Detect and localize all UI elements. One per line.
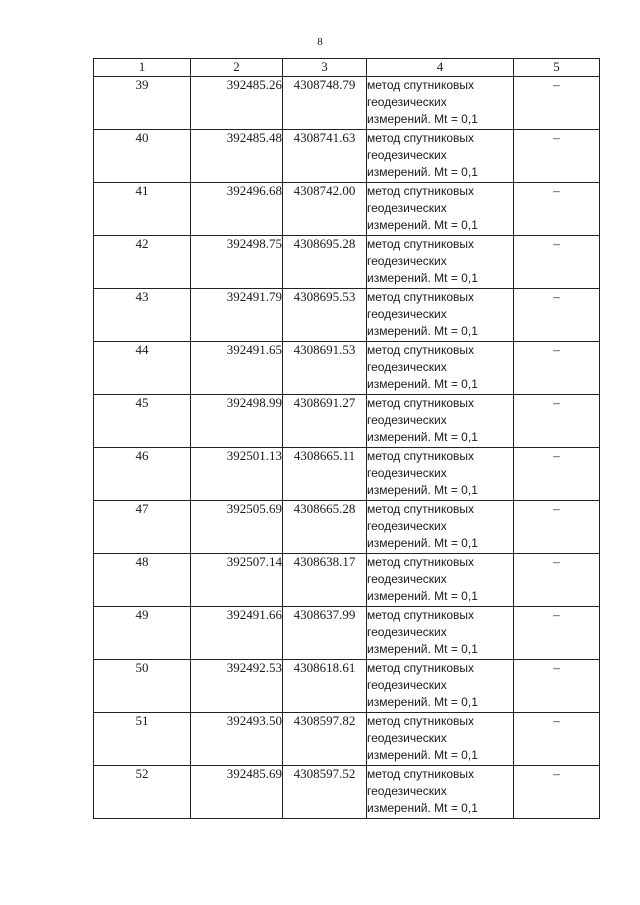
- method-line-2: геодезических: [367, 678, 447, 692]
- point-number: 51: [94, 713, 191, 766]
- coordinate-x: 392507.14: [191, 554, 283, 607]
- coordinate-y: 4308695.53: [283, 289, 367, 342]
- method-line-3: измерений. Mt = 0,1: [367, 271, 478, 285]
- header-col-1: 1: [94, 59, 191, 77]
- method-line-2: геодезических: [367, 572, 447, 586]
- method-line-2: геодезических: [367, 519, 447, 533]
- method-line-2: геодезических: [367, 466, 447, 480]
- table-row: [94, 289, 600, 342]
- point-number: 39: [94, 77, 191, 130]
- method-line-2: геодезических: [367, 360, 447, 374]
- coordinate-x: 392505.69: [191, 501, 283, 554]
- header-col-5: 5: [514, 59, 600, 77]
- page-number: 8: [317, 36, 323, 48]
- method-line-3: измерений. Mt = 0,1: [367, 165, 478, 179]
- method-line-1: метод спутниковых: [367, 131, 475, 145]
- note-cell: –: [514, 501, 600, 554]
- note-cell: –: [514, 289, 600, 342]
- method-line-1: метод спутниковых: [367, 78, 475, 92]
- note-cell: –: [514, 395, 600, 448]
- coordinate-x: 392485.26: [191, 77, 283, 130]
- method-line-1: метод спутниковых: [367, 184, 475, 198]
- method-line-3: измерений. Mt = 0,1: [367, 324, 478, 338]
- header-col-4: 4: [367, 59, 514, 77]
- coordinate-x: 392491.79: [191, 289, 283, 342]
- coordinate-x: 392491.65: [191, 342, 283, 395]
- coordinate-y: 4308665.11: [283, 448, 367, 501]
- method-line-1: метод спутниковых: [367, 396, 475, 410]
- method-line-3: измерений. Mt = 0,1: [367, 483, 478, 497]
- note-cell: –: [514, 448, 600, 501]
- point-number: 41: [94, 183, 191, 236]
- method-line-1: метод спутниковых: [367, 608, 475, 622]
- header-col-3: 3: [283, 59, 367, 77]
- coordinate-y: 4308597.82: [283, 713, 367, 766]
- coordinate-y: 4308691.27: [283, 395, 367, 448]
- note-cell: –: [514, 713, 600, 766]
- point-number: 46: [94, 448, 191, 501]
- coordinate-x: 392485.48: [191, 130, 283, 183]
- method-line-3: измерений. Mt = 0,1: [367, 377, 478, 391]
- coordinate-x: 392491.66: [191, 607, 283, 660]
- method-cell: [367, 183, 514, 236]
- method-cell: [367, 395, 514, 448]
- method-line-2: геодезических: [367, 307, 447, 321]
- coordinate-y: 4308638.17: [283, 554, 367, 607]
- note-cell: –: [514, 607, 600, 660]
- coordinate-y: 4308597.52: [283, 766, 367, 819]
- method-line-3: измерений. Mt = 0,1: [367, 695, 478, 709]
- method-line-1: метод спутниковых: [367, 343, 475, 357]
- point-number: 47: [94, 501, 191, 554]
- method-cell: [367, 554, 514, 607]
- table-row: [94, 607, 600, 660]
- note-cell: –: [514, 766, 600, 819]
- method-line-1: метод спутниковых: [367, 237, 475, 251]
- note-cell: –: [514, 130, 600, 183]
- coordinate-y: 4308618.61: [283, 660, 367, 713]
- method-line-2: геодезических: [367, 784, 447, 798]
- header-row: [94, 59, 600, 77]
- coordinate-x: 392485.69: [191, 766, 283, 819]
- table-row: [94, 183, 600, 236]
- method-cell: [367, 766, 514, 819]
- method-line-2: геодезических: [367, 625, 447, 639]
- method-cell: [367, 713, 514, 766]
- coordinate-x: 392498.75: [191, 236, 283, 289]
- note-cell: –: [514, 660, 600, 713]
- coordinate-y: 4308695.28: [283, 236, 367, 289]
- coordinate-y: 4308742.00: [283, 183, 367, 236]
- table-row: [94, 448, 600, 501]
- method-line-1: метод спутниковых: [367, 661, 475, 675]
- method-line-1: метод спутниковых: [367, 290, 475, 304]
- point-number: 52: [94, 766, 191, 819]
- method-cell: [367, 501, 514, 554]
- point-number: 44: [94, 342, 191, 395]
- method-line-3: измерений. Mt = 0,1: [367, 748, 478, 762]
- method-cell: [367, 289, 514, 342]
- coordinate-x: 392501.13: [191, 448, 283, 501]
- method-cell: [367, 607, 514, 660]
- method-line-2: геодезических: [367, 254, 447, 268]
- coordinate-x: 392492.53: [191, 660, 283, 713]
- coordinate-x: 392498.99: [191, 395, 283, 448]
- table-body: [94, 77, 600, 819]
- method-line-3: измерений. Mt = 0,1: [367, 218, 478, 232]
- coordinate-y: 4308691.53: [283, 342, 367, 395]
- table-row: [94, 395, 600, 448]
- table-row: [94, 130, 600, 183]
- coordinate-y: 4308741.63: [283, 130, 367, 183]
- coordinate-x: 392496.68: [191, 183, 283, 236]
- method-line-3: измерений. Mt = 0,1: [367, 430, 478, 444]
- method-cell: [367, 660, 514, 713]
- point-number: 50: [94, 660, 191, 713]
- method-line-3: измерений. Mt = 0,1: [367, 112, 478, 126]
- point-number: 40: [94, 130, 191, 183]
- table-row: [94, 554, 600, 607]
- method-cell: [367, 448, 514, 501]
- point-number: 49: [94, 607, 191, 660]
- table-row: [94, 501, 600, 554]
- method-line-1: метод спутниковых: [367, 555, 475, 569]
- table-row: [94, 236, 600, 289]
- point-number: 45: [94, 395, 191, 448]
- coordinate-y: 4308665.28: [283, 501, 367, 554]
- method-cell: [367, 236, 514, 289]
- table-row: [94, 660, 600, 713]
- table-row: [94, 713, 600, 766]
- method-cell: [367, 77, 514, 130]
- coordinate-x: 392493.50: [191, 713, 283, 766]
- method-line-1: метод спутниковых: [367, 449, 475, 463]
- table-header: [94, 59, 600, 77]
- point-number: 42: [94, 236, 191, 289]
- method-line-3: измерений. Mt = 0,1: [367, 536, 478, 550]
- method-line-2: геодезических: [367, 731, 447, 745]
- header-col-2: 2: [191, 59, 283, 77]
- method-line-3: измерений. Mt = 0,1: [367, 642, 478, 656]
- method-line-2: геодезических: [367, 413, 447, 427]
- coordinate-y: 4308637.99: [283, 607, 367, 660]
- note-cell: –: [514, 183, 600, 236]
- point-number: 43: [94, 289, 191, 342]
- table-row: [94, 766, 600, 819]
- method-cell: [367, 342, 514, 395]
- method-cell: [367, 130, 514, 183]
- point-number: 48: [94, 554, 191, 607]
- note-cell: –: [514, 77, 600, 130]
- method-line-1: метод спутниковых: [367, 767, 475, 781]
- coordinates-table: [93, 58, 600, 819]
- method-line-3: измерений. Mt = 0,1: [367, 589, 478, 603]
- method-line-2: геодезических: [367, 95, 447, 109]
- method-line-2: геодезических: [367, 201, 447, 215]
- method-line-3: измерений. Mt = 0,1: [367, 801, 478, 815]
- coordinate-y: 4308748.79: [283, 77, 367, 130]
- table-row: [94, 342, 600, 395]
- table-row: [94, 77, 600, 130]
- note-cell: –: [514, 236, 600, 289]
- note-cell: –: [514, 554, 600, 607]
- note-cell: –: [514, 342, 600, 395]
- method-line-2: геодезических: [367, 148, 447, 162]
- method-line-1: метод спутниковых: [367, 502, 475, 516]
- method-line-1: метод спутниковых: [367, 714, 475, 728]
